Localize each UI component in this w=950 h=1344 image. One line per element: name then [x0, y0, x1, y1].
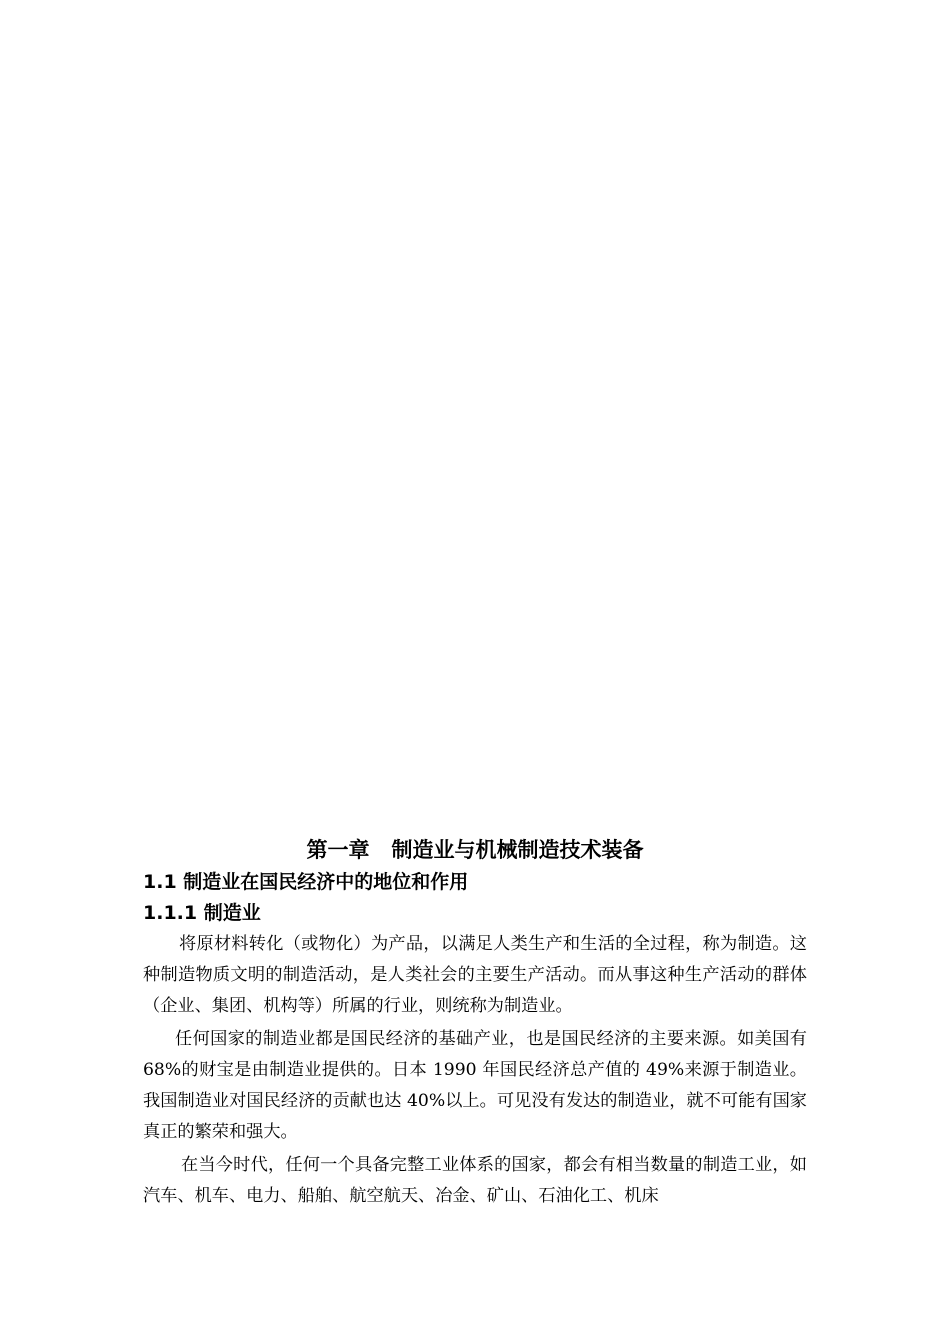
chapter-number: 第一章 [306, 838, 370, 862]
body-paragraph: 在当今时代，任何一个具备完整工业体系的国家，都会有相当数量的制造工业，如汽车、机车、电力、船舶、航空航天、冶金、矿山、石油化工、机床 [143, 1155, 807, 1206]
subsection-title: 1.1.1 制造业 [143, 902, 261, 924]
chapter-name: 制造业与机械制造技术装备 [391, 838, 644, 862]
chapter-title [143, 833, 807, 867]
body-paragraph: 任何国家的制造业都是国民经济的基础产业，也是国民经济的主要来源。如美国有 68%的财宝是由制造业提供的。日本 1990 年国民经济总产值的 49%来源于制造业。我国制造业对国民经济的贡献也达 40%以上。可见没有发达的制造业，就不可能有国家真正的繁荣和强大。 [143, 1029, 807, 1142]
section-title: 1.1 制造业在国民经济中的地位和作用 [143, 871, 469, 893]
page-content [143, 833, 807, 1214]
body-paragraph: 将原材料转化（或物化）为产品，以满足人类生产和生活的全过程，称为制造。这种制造物质文明的制造活动，是人类社会的主要生产活动。而从事这种生产活动的群体（企业、集团、机构等）所属的行业，则统称为制造业。 [143, 934, 807, 1016]
